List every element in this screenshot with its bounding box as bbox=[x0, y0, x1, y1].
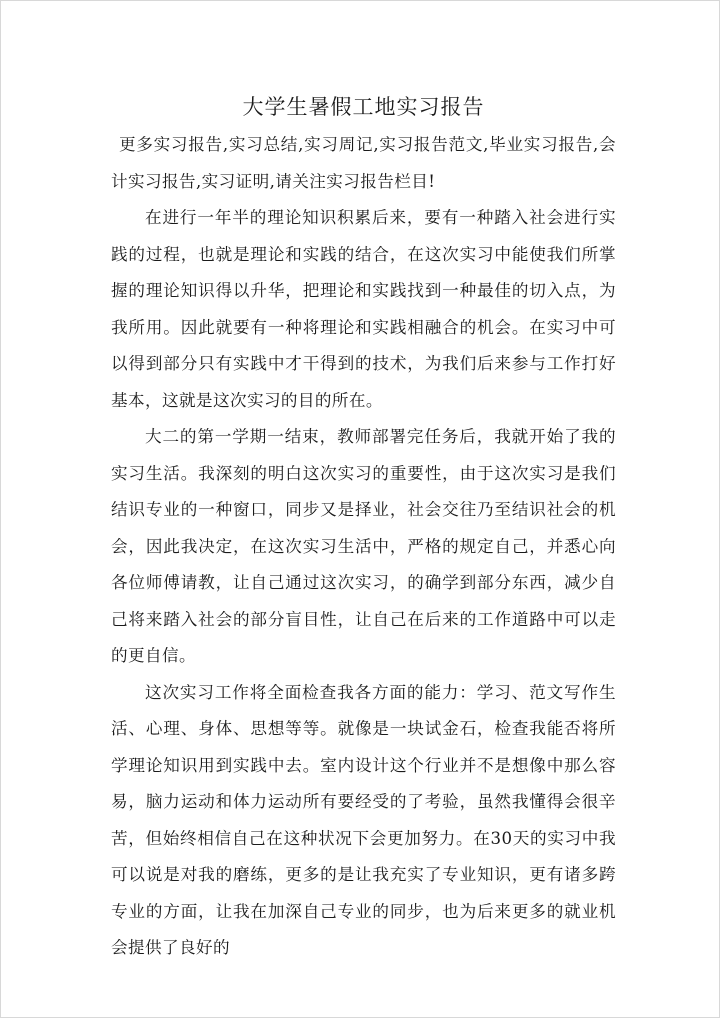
document-title: 大学生暑假工地实习报告 bbox=[242, 95, 485, 119]
body-paragraph-2: 大二的第一学期一结束，教师部署完任务后，我就开始了我的实习生活。我深刻的明白这次实习的重要性，由于这次实习是我们结识专业的一种窗口，同步又是择业，社会交往乃至结识社会的机会，因此我决定，在这次实习生活中，严格的规定自己，并悉心向各位师傅请教，让自己通过这次实习，的确学到部分东西，减少自己将来踏入社会的部分盲目性，让自己在后来的工作道路中可以走的更自信。 bbox=[111, 427, 616, 665]
body-paragraph-3: 这次实习工作将全面检查我各方面的能力：学习、范文写作生活、心理、身体、思想等等。就像是一块试金石，检查我能否将所学理论知识用到实践中去。室内设计这个行业并不是想像中那么容易，脑力运动和体力运动所有要经受的了考验，虽然我懂得会很辛苦，但始终相信自己在这种状况下会更加努力。在30天的实习中我可以说是对我的磨练，更多的是让我充实了专业知识，更有诸多跨专业的方面，让我在加深自己专业的同步，也为后来更多的就业机会提供了良好的 bbox=[111, 682, 616, 957]
intro-paragraph: 更多实习报告,实习总结,实习周记,实习报告范文,毕业实习报告,会计实习报告,实习证明,请关注实习报告栏目! bbox=[111, 135, 616, 191]
document-body bbox=[111, 89, 616, 967]
body-paragraph-1: 在进行一年半的理论知识积累后来，要有一种踏入社会进行实践的过程，也就是理论和实践的结合，在这次实习中能使我们所掌握的理论知识得以升华，把理论和实践找到一种最佳的切入点，为我所用。因此就要有一种将理论和实践相融合的机会。在实习中可以得到部分只有实践中才干得到的技术，为我们后来参与工作打好基本，这就是这次实习的目的所在。 bbox=[111, 208, 616, 410]
